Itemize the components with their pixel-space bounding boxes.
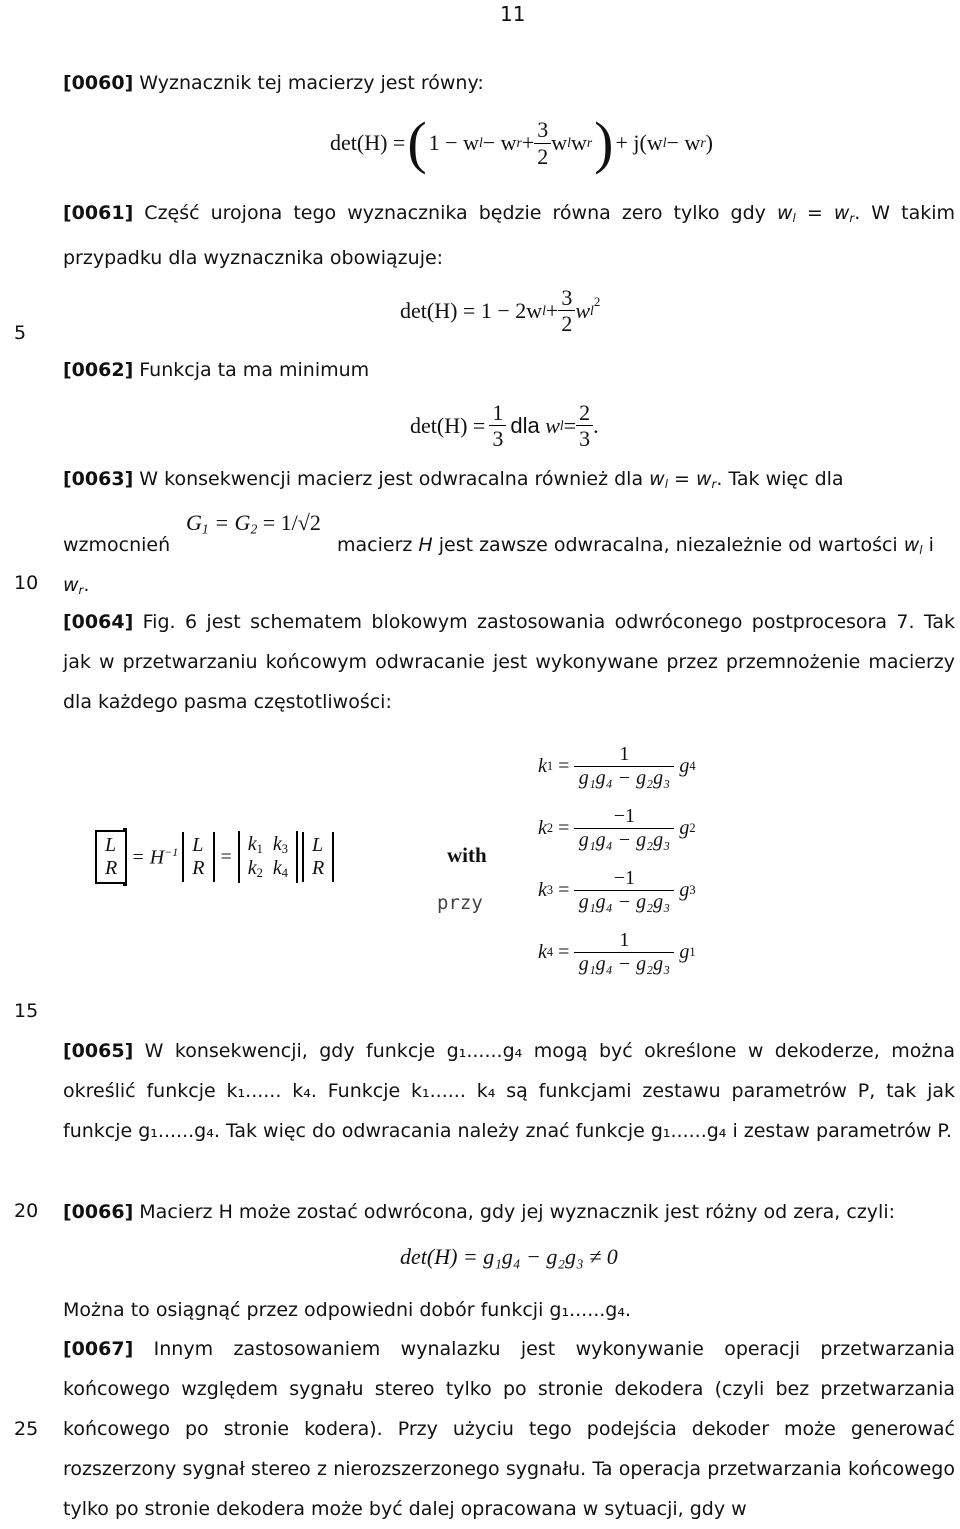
line-number-5: 5 — [14, 322, 27, 344]
eq-term: + — [521, 130, 535, 155]
paragraph-0066-cont: Można to osiągnąć przez odpowiedni dobór funkcji g₁......g₄. — [63, 1299, 632, 1321]
paragraph-tag: [0063] — [63, 468, 134, 490]
paragraph-text: macierz — [337, 534, 419, 556]
eq-sign: = — [220, 845, 232, 868]
k-definition: k 2 = $\frac{-1}{\text{g₁g₄ − g₂g₃}}$ g 2 — [538, 804, 696, 851]
paragraph-0063-end: $w_r$. — [63, 574, 90, 597]
paragraph-text: jest zawsze odwracalna, niezależnie od wartości — [432, 534, 904, 556]
eq-lhs: det(H) = — [330, 130, 406, 155]
line-number-25: 25 — [14, 1418, 39, 1440]
paragraph-0064 — [63, 602, 955, 722]
paragraph-0063-rest: macierz H jest zawsze odwracalna, niezależnie od wartości $w_l$ i — [337, 534, 934, 557]
vector-L0-R0: L R — [95, 830, 125, 884]
label-przy: przy — [437, 892, 483, 914]
paragraph-tag: [0060] — [63, 72, 134, 94]
var-w: w — [575, 297, 591, 323]
paragraph-text: = — [667, 468, 696, 490]
paragraph-tag: [0064] — [63, 611, 134, 633]
var-w: w — [63, 574, 79, 596]
var-w: w — [833, 202, 850, 224]
paragraph-0066 — [63, 1192, 955, 1232]
paragraph-text: Innym zastosowaniem wynalazku jest wykonywanie operacji przetwarzania końcowego względem sygnału stereo tylko po stronie dekodera (czyli bez przetwarzania końcowego po stronie kodera). Przy użyciu tego podejścia dekoder może generować rozszerzony sygnał stereo z nierozszerzonego sygnału. Ta operacja przetwarzania końcowego tylko po stronie dekodera może być dalej opracowana w sytuacji, gdy w — [63, 1338, 955, 1520]
paragraph-0060 — [63, 63, 955, 103]
var-w: w — [649, 468, 665, 490]
paragraph-text: . Tak więc dla — [716, 468, 844, 490]
k-definition: k 1 = $\frac{1}{\text{g₁g₄ − g₂g₃}}$ g 4 — [538, 742, 696, 789]
var-H: H — [418, 534, 433, 556]
eq-lhs: det(H) = 1 − 2w — [400, 297, 543, 323]
eq-H: = $H^{-1}$ — [131, 844, 179, 869]
k-definitions — [538, 735, 696, 983]
equation-minimum: det(H) = $\frac{1}{3}$ dla w l = $\frac{2}{3}$ . — [410, 400, 599, 452]
var-w: w — [695, 468, 712, 490]
eq-term: w — [551, 130, 568, 155]
paragraph-0067 — [63, 1329, 955, 1529]
var-w: w — [776, 202, 793, 224]
fraction-3-2: $\frac{3}{2}$ — [534, 117, 551, 169]
big-paren-left: ( — [407, 110, 427, 175]
paragraph-0063: [0063] W konsekwencji macierz jest odwracalna również dla $w_l = w_r$. Tak więc dla — [63, 468, 844, 491]
k-definition: k 4 = $\frac{1}{\text{g₁g₄ − g₂g₃}}$ g 1 — [538, 928, 696, 975]
page-number: 11 — [500, 2, 526, 26]
line-number-15: 15 — [14, 1000, 39, 1022]
eq-term: . — [593, 412, 599, 438]
eq-word: dla — [510, 412, 540, 438]
paragraph-0062 — [63, 350, 369, 390]
vector-L0w-R0w: L R — [182, 832, 214, 882]
eq-term: = — [563, 412, 577, 438]
label-with: with — [447, 843, 487, 867]
var-w: w — [903, 534, 920, 556]
paragraph-text: = — [795, 202, 834, 224]
paragraph-tag: [0062] — [63, 359, 134, 381]
paragraph-tag: [0061] — [63, 202, 134, 224]
fraction-2-3: $\frac{2}{3}$ — [576, 400, 593, 452]
paragraph-text: Macierz H może zostać odwrócona, gdy jej wyznacznik jest różny od zera, czyli: — [133, 1201, 896, 1223]
paragraph-text: W konsekwencji, gdy funkcje g₁......g₄ mogą być określone w dekoderze, można określić funkcje k₁...... k₄. Funkcje k₁...... k₄ są funkcjami zestawu parametrów P, tak jak funkcje g₁......g₄. Tak więc do odwracania należy znać funkcje g₁......g₄ i zestaw parametrów P. — [63, 1040, 955, 1142]
paragraph-text: i — [922, 534, 934, 556]
matrix-k: $k_1$ $k_3$ $k_2$ $k_4$ — [238, 831, 298, 883]
k-definition: k 3 = $\frac{-1}{\text{g₁g₄ − g₂g₃}}$ g 3 — [538, 866, 696, 913]
paragraph-text: Funkcja ta ma minimum — [133, 359, 370, 381]
exponent: 2 — [593, 293, 601, 309]
paragraph-0065 — [63, 1031, 955, 1151]
equation-matrix — [95, 828, 334, 886]
eq-term: − w — [482, 130, 517, 155]
big-paren-right: ) — [594, 110, 614, 175]
eq-term: + — [545, 297, 559, 323]
line-number-20: 20 — [14, 1200, 39, 1222]
eq-term: + j(w — [615, 130, 663, 155]
equation-det-complex: det(H) = ( 1 − w l − w r + $\frac{3}{2}$ w l w r ) + j(w l − w r ) — [330, 110, 713, 175]
paragraph-text: Fig. 6 jest schematem blokowym zastosowania odwróconego postprocesora 7. Tak jak w przetwarzaniu końcowym odwracanie jest wykonywane przez przemnożenie macierzy dla każdego pasma częstotliwości: — [63, 611, 955, 713]
fraction-1-3: $\frac{1}{3}$ — [489, 400, 506, 452]
paragraph-text: Wyznacznik tej macierzy jest równy: — [133, 72, 484, 94]
paragraph-text: W konsekwencji macierz jest odwracalna również dla — [133, 468, 650, 490]
equation-gains: $G_1 = G_2 = 1/√2$ — [186, 510, 321, 537]
paragraph-tag: [0066] — [63, 1201, 134, 1223]
paragraph-0063-wzmocnien: wzmocnień — [63, 534, 171, 556]
paragraph-0061: [0061] Część urojona tego wyznacznika będzie równa zero tylko gdy $w_l = w_r$. W takim przypadku dla wyznacznika obowiązuje: — [63, 202, 956, 269]
line-number-10: 10 — [14, 572, 39, 594]
eq-term: w — [570, 130, 587, 155]
paragraph-tag: [0067] — [63, 1338, 134, 1360]
fraction-3-2: $\frac{3}{2}$ — [558, 285, 575, 337]
eq-lhs: det(H) = — [410, 412, 486, 438]
paragraph-text: Część urojona tego wyznacznika będzie równa zero tylko gdy — [133, 202, 777, 224]
var-w: w — [545, 412, 560, 438]
vector-L0w-R0w-2: L R — [302, 832, 334, 882]
eq-term: 1 − w — [428, 130, 479, 155]
paragraph-text: . W takim przypadku dla wyznacznika obowiązuje: — [63, 202, 956, 269]
equation-det-g: det(H) = g₁g₄ − g₂g₃ ≠ 0 — [400, 1244, 618, 1269]
equation-det-real: det(H) = 1 − 2w l + $\frac{3}{2}$ w l $^2$ — [400, 285, 601, 337]
eq-term: ) — [705, 130, 713, 155]
eq-term: − w — [666, 130, 701, 155]
paragraph-tag: [0065] — [63, 1040, 134, 1062]
